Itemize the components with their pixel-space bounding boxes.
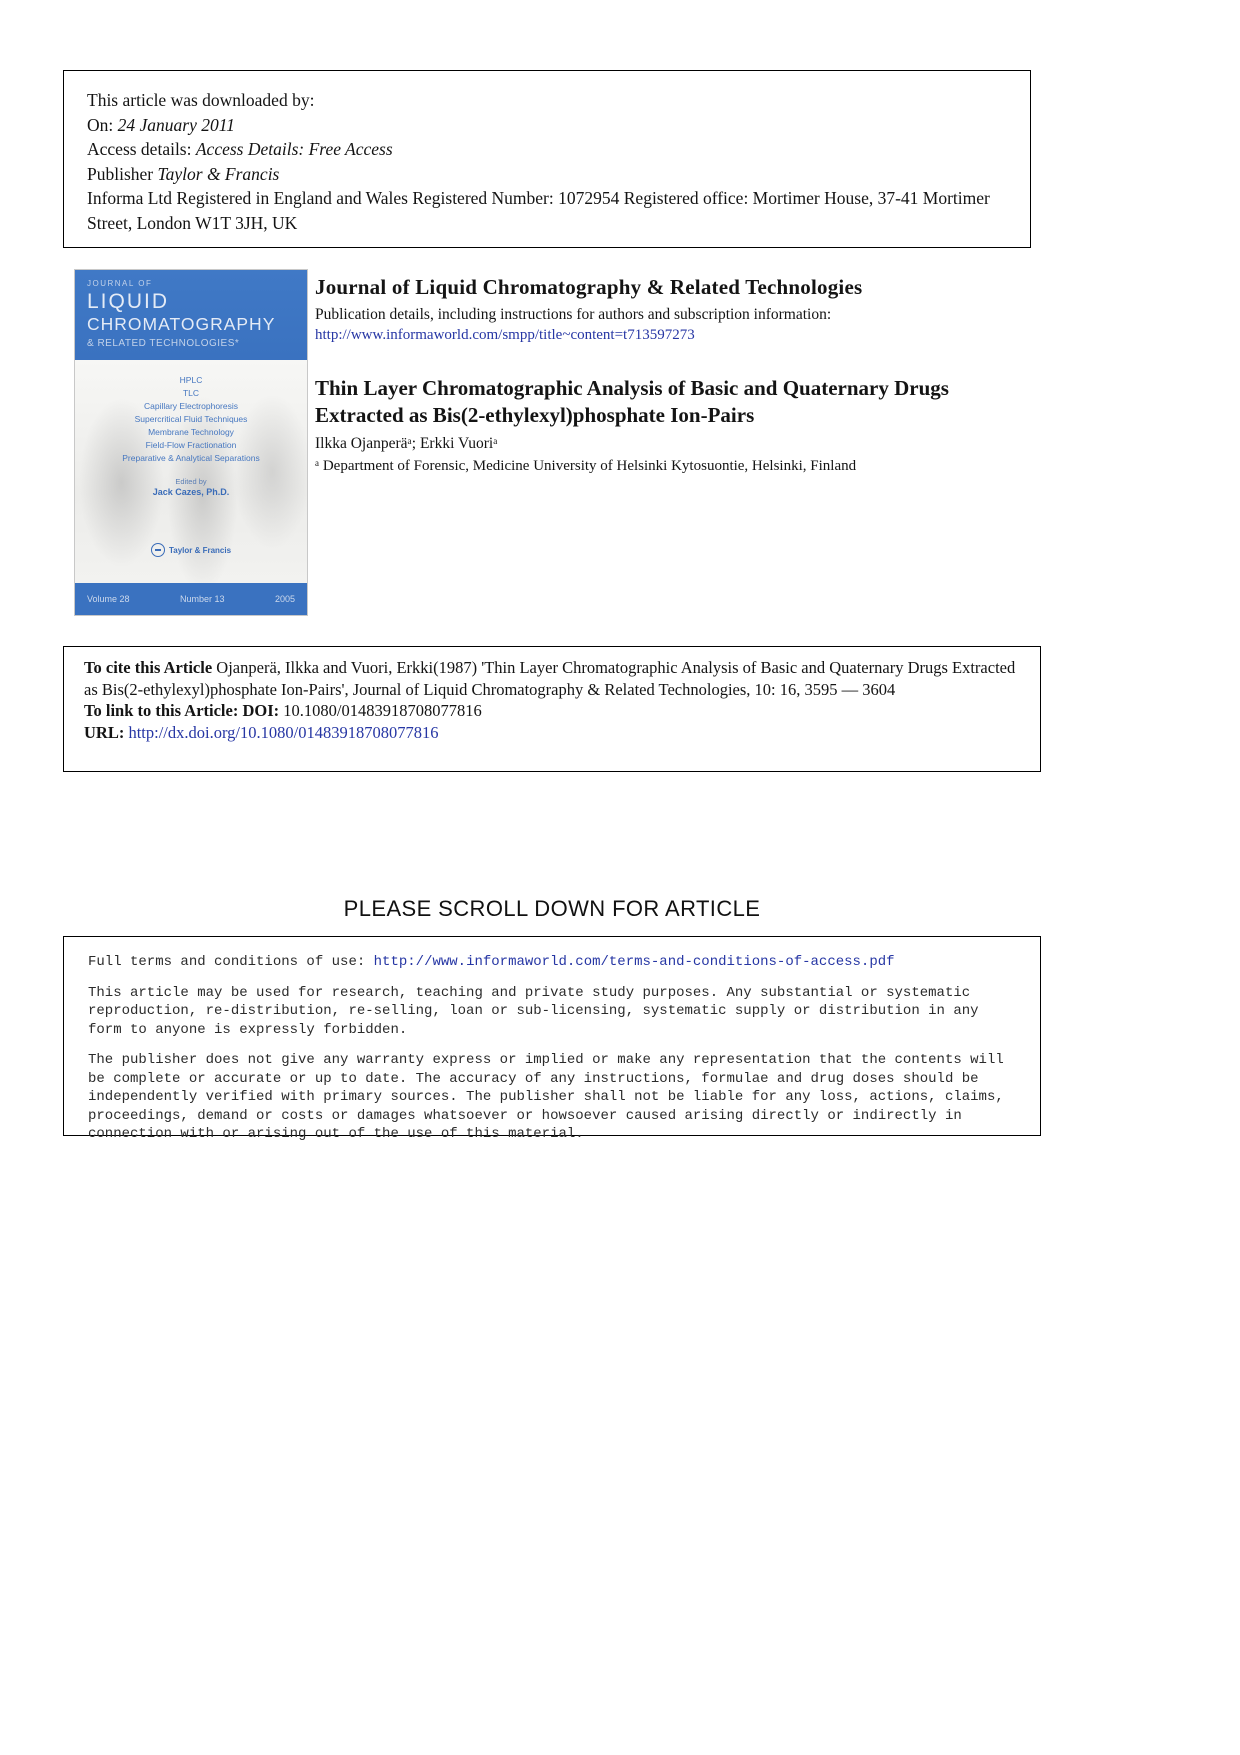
download-date-line [87, 113, 1007, 138]
article-authors: Ilkka Ojanperäᵃ; Erkki Vuoriᵃ [315, 435, 498, 452]
terms-box [63, 936, 1041, 1142]
terms-link-line [88, 953, 1013, 972]
article-affiliation: ᵃ Department of Forensic, Medicine University of Helsinki Kytosuontie, Helsinki, Finland [315, 458, 857, 474]
url-label: URL: [84, 722, 129, 742]
cover-year: 2005 [274, 594, 295, 604]
cover-journal-of: JOURNAL OF [87, 279, 153, 288]
cover-topic: Capillary Electrophoresis [143, 401, 238, 411]
cover-edited-by: Edited by [175, 477, 207, 486]
cover-topic: Supercritical Fluid Techniques [134, 414, 248, 424]
cite-paragraph [84, 657, 1020, 700]
access-details-label: Access details: [87, 139, 196, 159]
cover-volume: Volume 28 [87, 594, 130, 604]
download-info-box [63, 70, 1031, 248]
downloaded-by-line: This article was downloaded by: [87, 90, 315, 110]
cover-title-chromatography: CHROMATOGRAPHY [87, 314, 276, 334]
cover-title-liquid: LIQUID [87, 290, 170, 313]
journal-homepage-link[interactable]: http://www.informaworld.com/smpp/title~content=t713597273 [315, 327, 695, 343]
cover-topic: Preparative & Analytical Separations [122, 453, 260, 463]
publisher-line [87, 162, 1007, 187]
cover-artwork [75, 360, 307, 583]
terms-warranty-paragraph: The publisher does not give any warranty express or implied or make any representation that the contents will be complete or accurate or up to date. The accuracy of any instructions, formulae and drug doses should be independently verified with primary sources. The publisher shall not be liable for any loss, actions, claims, proceedings, demand or costs or damages whatsoever or howsoever caused arising directly or indirectly in connection with or arising out of the use of this material. [88, 1052, 1004, 1142]
terms-link-label: Full terms and conditions of use: [88, 954, 374, 970]
publication-details-text: Publication details, including instructions for authors and subscription information: [315, 306, 832, 323]
cover-number: Number 13 [179, 594, 225, 604]
cover-masthead [75, 270, 307, 360]
taylor-francis-logo-text: Taylor & Francis [168, 545, 232, 555]
terms-pdf-link[interactable]: http://www.informaworld.com/terms-and-conditions-of-access.pdf [373, 954, 895, 970]
url-line [84, 722, 1020, 744]
download-date-value: 24 January 2011 [117, 114, 235, 135]
doi-url-link[interactable]: http://dx.doi.org/10.1080/01483918708077816 [128, 722, 439, 742]
scroll-down-notice: PLEASE SCROLL DOWN FOR ARTICLE [343, 896, 761, 921]
publisher-label: Publisher [87, 163, 158, 184]
taylor-francis-logo [75, 543, 307, 557]
heading-column [315, 275, 1015, 476]
cover-editor-name: Jack Cazes, Ph.D. [152, 487, 230, 497]
doi-line [84, 700, 1020, 722]
cover-topic: HPLC [179, 375, 203, 385]
cover-topic: TLC [182, 388, 200, 398]
cover-footer-bar [75, 583, 307, 615]
informa-registration-line: Informa Ltd Registered in England and Wales Registered Number: 1072954 Registered office: Mortimer House, 37-41 Mortimer Street, London W1T 3JH, UK [87, 188, 990, 233]
journal-title: Journal of Liquid Chromatography & Related Technologies [315, 275, 863, 299]
cover-topic: Field-Flow Fractionation [145, 440, 237, 450]
terms-usage-paragraph: This article may be used for research, teaching and private study purposes. Any substantial or systematic reproduction, re-distribution, re-selling, loan or sub-licensing, systematic supply or distribution in any form to anyone is expressly forbidden. [88, 984, 979, 1038]
publisher-value: Taylor & Francis [157, 163, 280, 184]
doi-label: To link to this Article: DOI: [84, 701, 284, 720]
article-title: Thin Layer Chromatographic Analysis of Basic and Quaternary Drugs Extracted as Bis(2-ethylexyl)phosphate Ion-Pairs [315, 376, 949, 427]
cite-text: Ojanperä, Ilkka and Vuori, Erkki(1987) 'Thin Layer Chromatographic Analysis of Basic and Quaternary Drugs Extracted as Bis(2-ethylexyl)phosphate Ion-Pairs', Journal of Liquid Chromatography & Related Technologies, 10: 16, 3595 — 3604 [84, 658, 1016, 699]
cover-topic: Membrane Technology [148, 427, 234, 437]
journal-cover-image [75, 270, 307, 615]
cite-label: To cite this Article [84, 658, 217, 677]
access-details-line [87, 137, 1007, 162]
taylor-francis-logo-icon [151, 543, 165, 557]
download-date-label: On: [87, 114, 118, 135]
citation-box [63, 646, 1041, 772]
access-details-value: Access Details: Free Access [195, 139, 393, 159]
doi-value: 10.1080/01483918708077816 [283, 701, 482, 720]
cover-title-related: & RELATED TECHNOLOGIES* [87, 338, 240, 349]
